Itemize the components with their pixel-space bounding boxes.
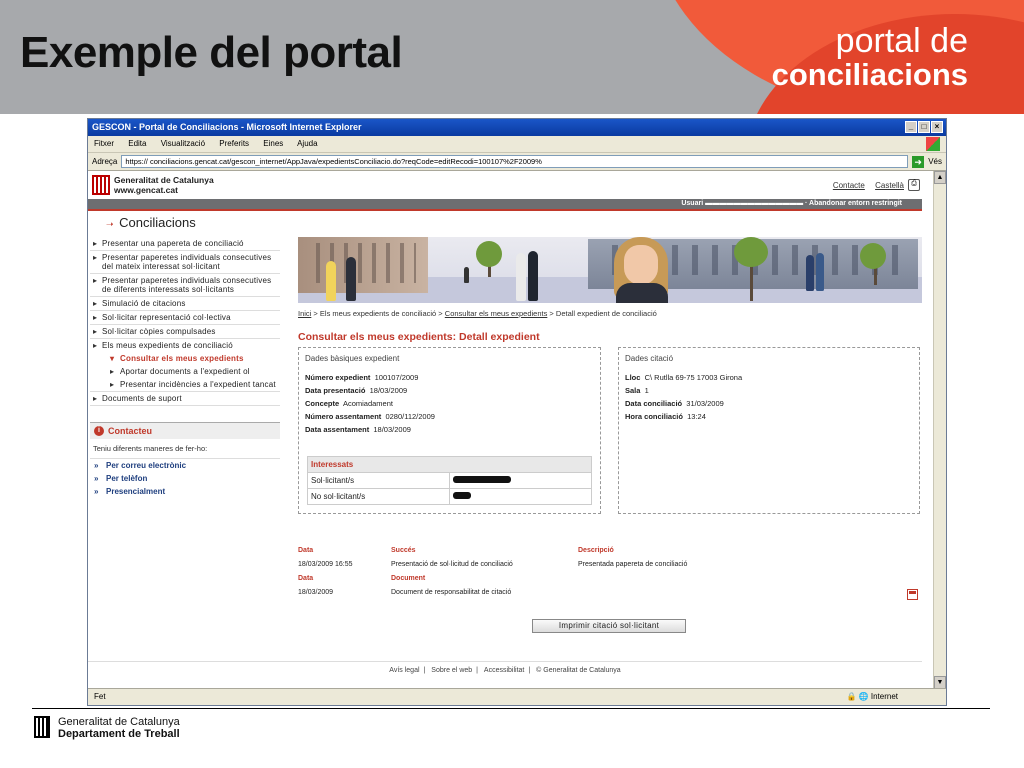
- woman-portrait: [610, 237, 672, 303]
- field-row: Hora conciliació 13:24: [625, 412, 706, 421]
- brand-line-1: portal de: [835, 22, 968, 60]
- citation-panel: [618, 347, 920, 514]
- menu-file[interactable]: Fitxer: [94, 139, 114, 148]
- language-link[interactable]: Castellà: [875, 181, 904, 190]
- user-bar[interactable]: Usuari ▬▬▬▬▬▬▬▬▬▬▬▬▬▬ · Abandonar entorn restringit: [88, 199, 922, 209]
- field-row: Lloc C\ Rutlla 69-75 17003 Girona: [625, 373, 743, 382]
- status-text: Fet: [94, 692, 106, 701]
- nav-item[interactable]: ▸ Els meus expedients de conciliació: [90, 339, 280, 352]
- interested-label: Sol·licitant/s: [308, 473, 450, 488]
- status-bar: [88, 688, 947, 705]
- breadcrumb-current: Detall expedient de conciliació: [555, 309, 657, 318]
- top-links: [825, 181, 904, 190]
- address-bar: [88, 153, 946, 171]
- menu-edit[interactable]: Edita: [128, 139, 147, 148]
- scroll-down-icon[interactable]: ▼: [934, 676, 946, 689]
- banner-image: [298, 237, 922, 303]
- table-row: 18/03/2009 16:55 Presentació de sol·licitud de conciliació Presentada papereta de conciliació: [298, 560, 688, 568]
- section-title-text: Conciliacions: [119, 215, 196, 230]
- field-row: Data conciliació 31/03/2009: [625, 399, 724, 408]
- panel-title: Dades bàsiques expedient: [305, 354, 400, 363]
- page-footer: Avís legal | Sobre el web | Accessibilitat | © Generalitat de Catalunya: [88, 661, 922, 674]
- brand-line-2: conciliacions: [771, 57, 968, 92]
- go-arrow-icon[interactable]: ➜: [912, 156, 924, 168]
- breadcrumb-home[interactable]: Inici: [298, 309, 312, 318]
- org-web: www.gencat.cat: [114, 185, 178, 195]
- divider: [88, 209, 922, 211]
- left-navigation: [90, 237, 280, 498]
- minimize-icon[interactable]: _: [905, 121, 917, 133]
- breadcrumb: Inici > Els meus expedients de conciliació > Consultar els meus expedients > Detall expedient de conciliació: [298, 309, 657, 318]
- window-controls: [905, 121, 943, 133]
- nav-item[interactable]: ▸ Presentar paperetes individuals consecutives de diferents interessats sol·licitants: [90, 274, 280, 297]
- field-row: Número assentament 0280/112/2009: [305, 412, 435, 421]
- footer-copyright: © Generalitat de Catalunya: [536, 667, 621, 674]
- table-header: Data Document: [298, 574, 426, 582]
- gencat-logo-icon[interactable]: [92, 175, 110, 195]
- interested-header: Interessats: [307, 456, 592, 473]
- field-row: Data assentament 18/03/2009: [305, 425, 411, 434]
- browser-titlebar: [88, 119, 946, 136]
- contact-box: [90, 422, 280, 498]
- print-citation-button[interactable]: Imprimir citació sol·licitant: [532, 619, 686, 633]
- gencat-logo-icon: [34, 716, 50, 738]
- history-table: [298, 543, 918, 599]
- table-header: Data Succés Descripció: [298, 546, 614, 554]
- nav-subitem[interactable]: ▸ Presentar incidències a l'expedient tancat: [90, 378, 280, 392]
- breadcrumb-step: Els meus expedients de conciliació: [319, 309, 437, 318]
- table-row: [307, 489, 592, 505]
- contact-phone-link[interactable]: » Per telèfon: [90, 472, 280, 485]
- slide-title: Exemple del portal: [20, 28, 403, 77]
- basic-data-panel: [298, 347, 601, 514]
- site-logo-text[interactable]: [114, 175, 214, 195]
- menu-tools[interactable]: Eines: [263, 139, 284, 148]
- contact-email-link[interactable]: » Per correu electrònic: [90, 459, 280, 472]
- security-zone: 🔒 🌐 Internet: [846, 692, 898, 701]
- close-icon[interactable]: ×: [931, 121, 943, 133]
- footer-about-link[interactable]: Sobre el web: [431, 667, 473, 674]
- department-logo-text: [58, 716, 180, 740]
- nav-item[interactable]: ▸ Simulació de citacions: [90, 297, 280, 311]
- section-title: [106, 215, 196, 230]
- contact-description: Teniu diferents maneres de fer-ho:: [90, 439, 280, 459]
- print-icon[interactable]: ⎙: [908, 179, 920, 191]
- field-row: Número expedient 100107/2009: [305, 373, 419, 382]
- info-icon: i: [94, 426, 104, 436]
- redacted-value: [450, 489, 591, 504]
- go-button[interactable]: Vés: [928, 157, 942, 166]
- interested-table: [307, 456, 592, 505]
- vertical-scrollbar[interactable]: [933, 171, 946, 689]
- maximize-icon[interactable]: □: [918, 121, 930, 133]
- footer-legal-link[interactable]: Avís legal: [389, 667, 420, 674]
- table-row: [307, 473, 592, 489]
- org-name: Generalitat de Catalunya: [114, 175, 214, 185]
- table-row: 18/03/2009 Document de responsabilitat de citació: [298, 585, 918, 599]
- document-link[interactable]: Document de responsabilitat de citació: [391, 588, 512, 596]
- page-heading: Consultar els meus expedients: Detall expedient: [298, 331, 540, 343]
- divider: [32, 708, 990, 709]
- address-label: Adreça: [92, 157, 118, 166]
- field-row: Sala 1: [625, 386, 649, 395]
- contact-inperson-link[interactable]: » Presencialment: [90, 485, 280, 498]
- nav-item[interactable]: ▸ Sol·licitar representació col·lectiva: [90, 311, 280, 325]
- menu-view[interactable]: Visualització: [160, 139, 206, 148]
- footer-accessibility-link[interactable]: Accessibilitat: [483, 667, 525, 674]
- menu-help[interactable]: Ajuda: [297, 139, 318, 148]
- department-name: Departament de Treball: [58, 728, 180, 740]
- contact-title: Contacteu: [108, 426, 153, 436]
- brand-logo: [772, 24, 968, 92]
- scroll-up-icon[interactable]: ▲: [934, 171, 946, 184]
- contact-link[interactable]: Contacte: [832, 181, 865, 190]
- nav-item[interactable]: ▸ Presentar paperetes individuals consecutives del mateix interessat sol·licitant: [90, 251, 280, 274]
- arrow-icon: ➝: [106, 219, 114, 229]
- menu-favorites[interactable]: Preferits: [219, 139, 250, 148]
- redacted-value: [450, 473, 591, 488]
- page-viewport: [88, 171, 934, 689]
- pdf-icon[interactable]: [907, 589, 918, 600]
- window-title: GESCON - Portal de Conciliacions - Microsoft Internet Explorer: [92, 122, 362, 132]
- url-input[interactable]: https:// conciliacions.gencat.cat/gescon_internet/AppJava/expedientsConciliacio.do?reqCode=editRecodi=100107%2F2009%: [121, 155, 908, 168]
- nav-subitem[interactable]: ▸ Aportar documents a l'expedient ol: [90, 365, 280, 378]
- org-name-footer: Generalitat de Catalunya: [58, 716, 180, 728]
- panel-title: Dades citació: [625, 354, 674, 363]
- nav-item[interactable]: ▸ Sol·licitar còpies compulsades: [90, 325, 280, 339]
- field-row: Concepte Acomiadament: [305, 399, 393, 408]
- menu-bar: [88, 136, 946, 153]
- field-row: Data presentació 18/03/2009: [305, 386, 408, 395]
- interested-label: No sol·licitant/s: [308, 489, 450, 504]
- contact-header: [90, 423, 280, 439]
- nav-item[interactable]: ▸ Presentar una papereta de conciliació: [90, 237, 280, 251]
- nav-item[interactable]: ▸ Documents de suport: [90, 392, 280, 406]
- browser-window: [87, 118, 947, 706]
- nav-subitem-active[interactable]: ▾ Consultar els meus expedients: [90, 352, 280, 365]
- slide-header: [0, 0, 1024, 114]
- windows-logo-icon: [926, 137, 940, 151]
- site-header: [88, 171, 934, 201]
- breadcrumb-link[interactable]: Consultar els meus expedients: [444, 309, 548, 318]
